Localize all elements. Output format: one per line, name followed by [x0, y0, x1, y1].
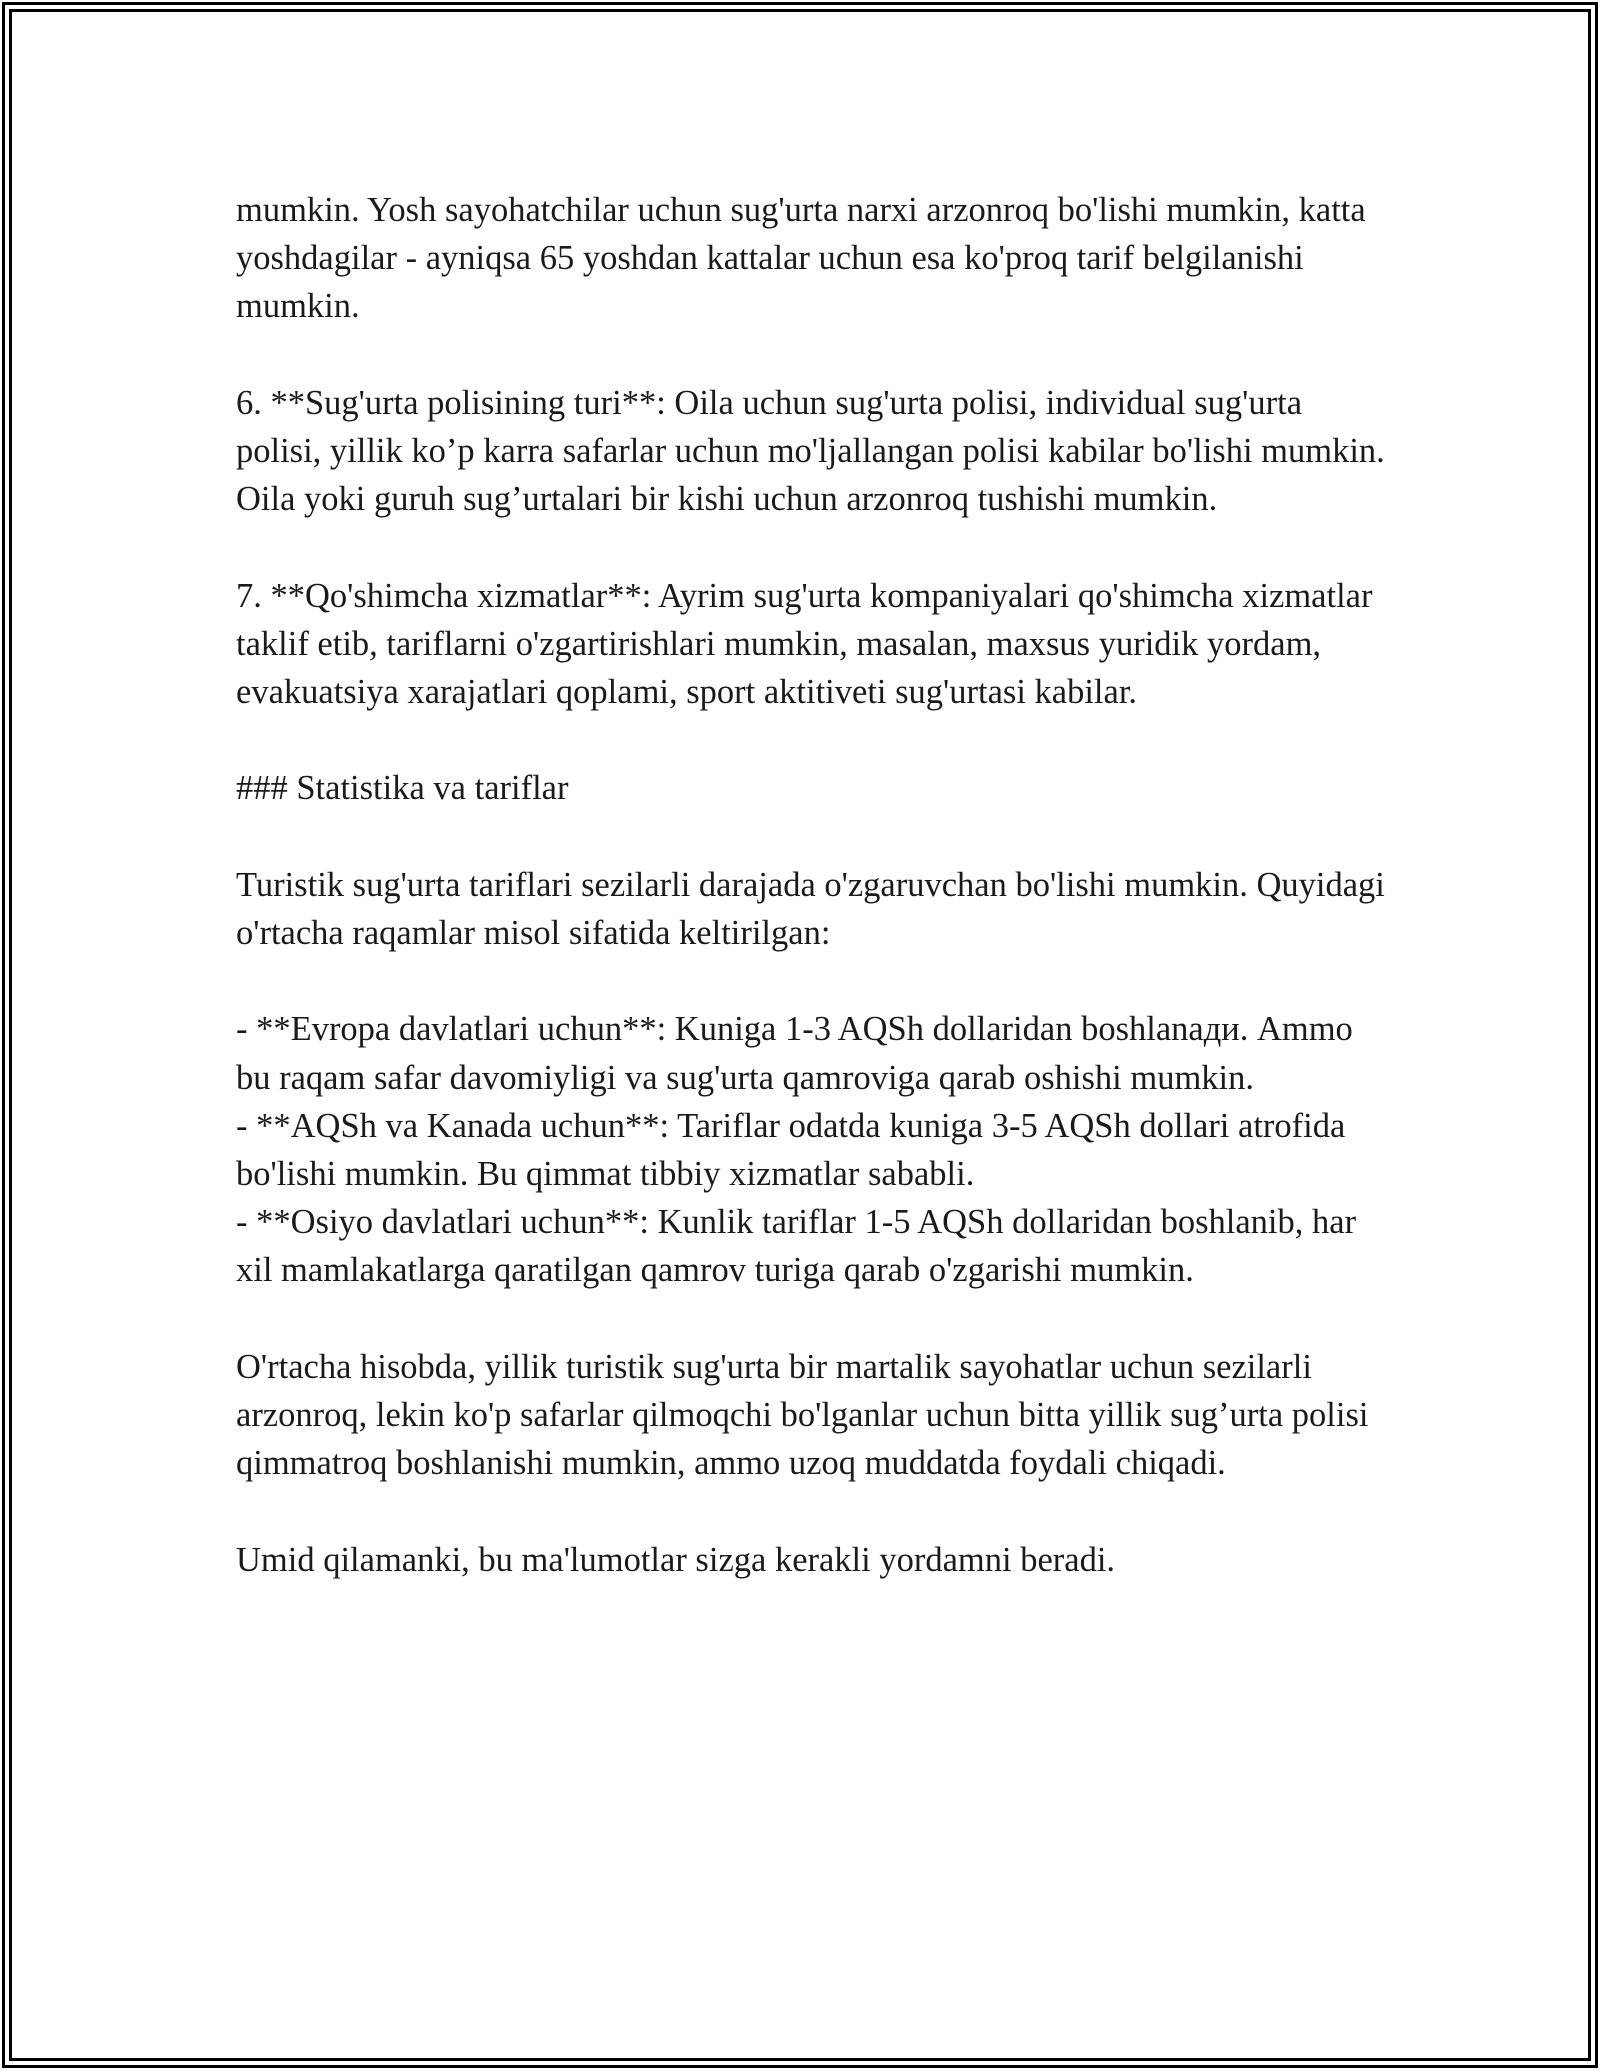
paragraph-additional-services: 7. **Qo'shimcha xizmatlar**: Ayrim sug'urta kompaniyalari qo'shimcha xizmatlar taklif etib, tariflarni o'zgartirishlari mumkin, masalan, maxsus yuridik yordam, evakuatsiya xarajatlari qoplami, sport aktitiveti sug'urtasi kabilar. [236, 576, 1373, 711]
list-item-asia: - **Osiyo davlatlari uchun**: Kunlik tariflar 1-5 AQSh dollaridan boshlanib, har xil mamlakatlarga qaratilgan qamrov turiga qarab o'zgarishi mumkin. [236, 1203, 1357, 1290]
document-body [236, 186, 1386, 1632]
paragraph-age-tariff: mumkin. Yosh sayohatchilar uchun sug'urta narxi arzonroq bo'lishi mumkin, katta yoshdagilar - ayniqsa 65 yoshdan kattalar uchun esa ko'proq tarif belgilanishi mumkin. [236, 191, 1366, 326]
paragraph-policy-type: 6. **Sug'urta polisining turi**: Oila uchun sug'urta polisi, individual sug'urta polisi, yillik ko’p karra safarlar uchun mo'ljallangan polisi kabilar bo'lishi mumkin. Oila yoki guruh sug’urtalari bir kishi uchun arzonroq tushishi mumkin. [236, 383, 1385, 519]
section-heading-statistics: ### Statistika va tariflar [236, 769, 569, 808]
paragraph-annual-summary: O'rtacha hisobda, yillik turistik sug'urta bir martalik sayohatlar uchun sezilarli arzonroq, lekin ko'p safarlar qilmoqchi bo'lganlar uchun bitta yillik sug’urta polisi qimmatroq boshlanishi mumkin, ammo uzoq muddatda foydali chiqadi. [236, 1347, 1369, 1483]
paragraph-tariffs-intro: Turistik sug'urta tariflari sezilarli darajada o'zgaruvchan bo'lishi mumkin. Quyidagi o'rtacha raqamlar misol sifatida keltirilgan: [236, 865, 1385, 952]
list-item-europe: - **Evropa davlatlari uchun**: Kuniga 1-3 AQSh dollaridan boshlanади. Ammo bu raqam safar davomiyligi va sug'urta qamroviga qarab oshishi mumkin. [236, 1010, 1353, 1097]
paragraph-closing: Umid qilamanki, bu ma'lumotlar sizga kerakli yordamni beradi. [236, 1540, 1116, 1579]
list-item-usa-canada: - **AQSh va Kanada uchun**: Tariflar odatda kuniga 3-5 AQSh dollari atrofida bo'lishi mumkin. Bu qimmat tibbiy xizmatlar sababli. [236, 1106, 1346, 1193]
